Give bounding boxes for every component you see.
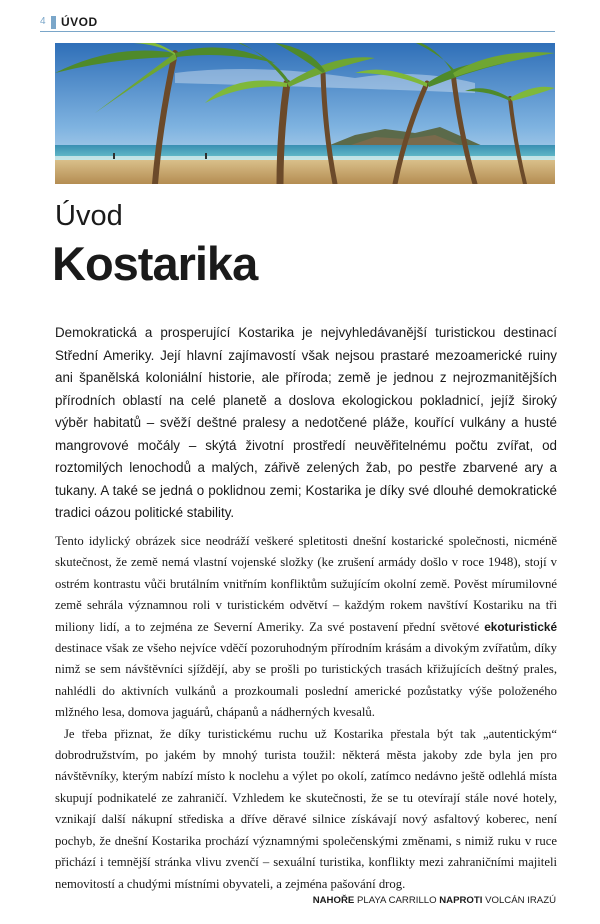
body-paragraph-1-start: Tento idylický obrázek sice neodráží veškeré spletitosti dnešní kostarické společnosti, nicméně skutečnost, že země nemá vlastní vojenské složky (ke zrušení armády došlo v roce 1948), stojí v ostrém kontrastu vůči brutálním vnitřním konfliktům sužujícím okolní země. Pověst mírumilovné země sehrála významnou roli v turistickém odvětví – každým rokem navštíví Kostariku na tři miliony lidí, a to zejména ze Severní Ameriky. Za své postavení přední světové: [55, 534, 557, 634]
body-paragraph-1: [55, 531, 557, 724]
beach-palms-illustration: [55, 43, 555, 184]
hero-photo: [55, 43, 555, 184]
lead-paragraph: Demokratická a prosperující Kostarika je nejvyhledávanější turistickou destinací Střední Ameriky. Její hlavní zajímavostí však nejsou prastaré mezoamerické ruiny ani španělská koloniální historie, ale příroda; země je jednou z nejrozmanitějších přírodních oblastí na celé planetě a doslova ekologickou pokladnicí, jejíž široký výběr habitatů – svěží deštné pralesy a nedotčené pláže, kouřící vulkány a husté mangrovové močály – skýtá životní prostředí neuvěřitelnému počtu zvířat, od roztomilých lenochodů a malých, zářivě zelených žab, po pestře zbarvené ary a tukany. A také se jedná o poklidnou zemi; Kostarika je díky své dlouhé demokratické tradici oázou politické stability.: [55, 325, 557, 520]
header-section-title: ÚVOD: [61, 15, 98, 29]
caption-label-top: NAHOŘE: [312, 895, 355, 906]
running-header: [40, 14, 555, 32]
caption-label-opposite: NAPROTI: [439, 895, 483, 906]
caption-text-opposite: VOLCÁN IRAZÚ: [485, 895, 556, 906]
body-paragraph-1-end: destinace však ze všeho nejvíce vděčí pozoruhodným přírodním krásám a divokým zvířatům, díky nimž se sem návštěvníci sjíždějí, aby se prošli po turistických trasách křižujících deštný prales, nahlédli do aktivních vulkánů a prozkoumali poslední americké pozůstatky výše položeného mlžného lesa, domova jaguárů, chápanů a nádherných kvesalů.: [55, 641, 557, 720]
page-title: Kostarika: [52, 237, 258, 290]
photo-caption: [313, 895, 556, 906]
body-text: [55, 531, 557, 895]
header-rule: [40, 31, 555, 32]
page-number: 4: [40, 16, 46, 27]
bold-term: ekoturistické: [484, 619, 557, 634]
body-paragraph-2: Je třeba přiznat, že díky turistickému ruchu už Kostarika přestala být tak „autentickým“ dobrodružstvím, po jakém by mnohý turista toužil: některá města jakoby zde byla jen pro návštěvníky, kterým nabízí místo k noclehu a výlet po okolí, zatímco nedávno ještě odlehlá místa skupují podnikatelé ze zahraničí. Vzhledem ke skutečnosti, že se tu otevírají stále nové hotely, vznikají další nákupní střediska a dříve děravé silnice získávají nový asfaltový koberec, není pochyb, že dnešní Kostarika prochází významnými společenskými změnami, s nimiž ruku v ruce přichází i temnější stránka vlivu zvenčí – sexuální turistika, konflikty mezi zahraničními majiteli nemovitostí a chudými místními obyvateli, a zejména pašování drog.: [55, 726, 557, 891]
header-accent-bar: [51, 16, 56, 29]
section-label: Úvod: [55, 200, 123, 232]
caption-text-top: PLAYA CARRILLO: [356, 895, 437, 906]
